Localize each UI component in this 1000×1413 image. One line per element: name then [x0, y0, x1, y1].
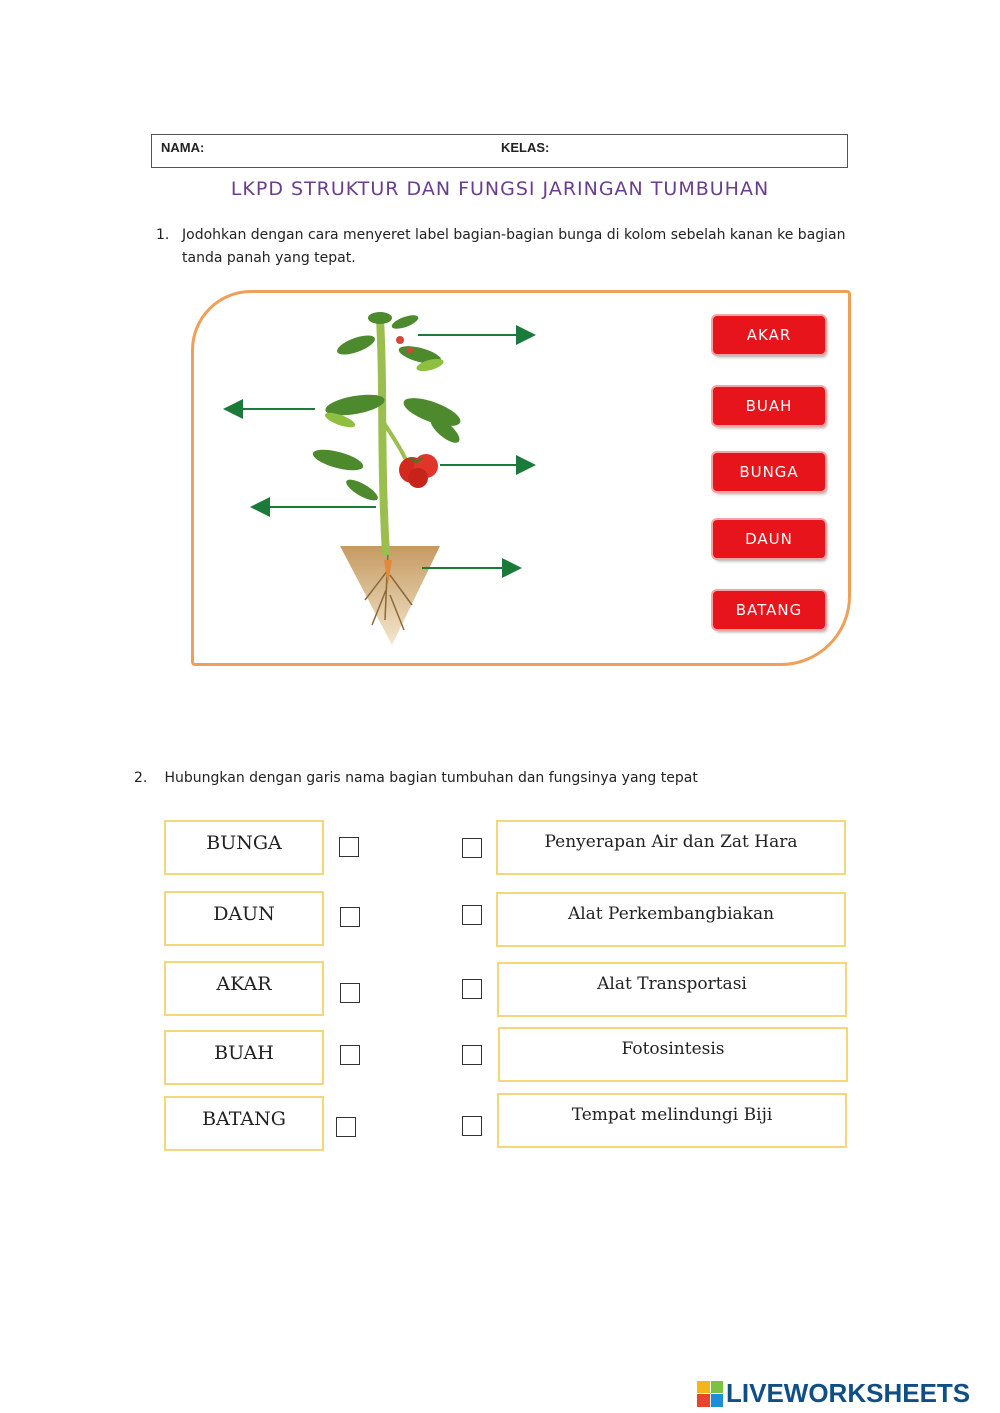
right-item-transportasi: Alat Transportasi — [497, 962, 847, 1017]
right-item-penyerapan: Penyerapan Air dan Zat Hara — [496, 820, 846, 875]
plant-illustration — [0, 0, 1000, 700]
right-connector-2[interactable] — [462, 905, 482, 925]
question-1-text: Jodohkan dengan cara menyeret label bagian-bagian bunga di kolom sebelah kanan ke bagian tanda panah yang tepat. — [182, 227, 846, 266]
right-connector-4[interactable] — [462, 1045, 482, 1065]
drag-label-akar[interactable]: AKAR — [713, 316, 825, 354]
drag-label-buah[interactable]: BUAH — [713, 387, 825, 425]
left-item-daun: DAUN — [164, 891, 324, 946]
question-2-text: Hubungkan dengan garis nama bagian tumbuhan dan fungsinya yang tepat — [164, 770, 698, 786]
right-item-perkembangbiakan: Alat Perkembangbiakan — [496, 892, 846, 947]
drag-label-batang[interactable]: BATANG — [713, 591, 825, 629]
right-connector-1[interactable] — [462, 838, 482, 858]
right-item-melindungi-biji: Tempat melindungi Biji — [497, 1093, 847, 1148]
class-label: KELAS: — [501, 140, 550, 155]
right-item-fotosintesis: Fotosintesis — [498, 1027, 848, 1082]
leaves — [311, 312, 464, 504]
question-1-number: 1. — [156, 227, 170, 243]
page-title: LKPD STRUKTUR DAN FUNGSI JARINGAN TUMBUHAN — [230, 178, 770, 200]
drag-label-bunga[interactable]: BUNGA — [713, 453, 825, 491]
flower — [396, 336, 404, 344]
left-connector-2[interactable] — [340, 907, 360, 927]
left-item-bunga: BUNGA — [164, 820, 324, 875]
question-2 — [134, 767, 854, 790]
logo-mark-icon — [697, 1381, 723, 1407]
left-item-akar: AKAR — [164, 961, 324, 1016]
left-connector-3[interactable] — [340, 983, 360, 1003]
left-connector-4[interactable] — [340, 1045, 360, 1065]
left-connector-1[interactable] — [339, 837, 359, 857]
drag-label-daun[interactable]: DAUN — [713, 520, 825, 558]
liveworksheets-logo — [697, 1378, 970, 1409]
question-2-number: 2. — [134, 770, 148, 786]
right-connector-3[interactable] — [462, 979, 482, 999]
right-connector-5[interactable] — [462, 1116, 482, 1136]
left-connector-5[interactable] — [336, 1117, 356, 1137]
name-label: NAMA: — [161, 140, 205, 155]
logo-text: LIVEWORKSHEETS — [726, 1378, 971, 1408]
left-item-batang: BATANG — [164, 1096, 324, 1151]
stem — [380, 320, 386, 555]
left-item-buah: BUAH — [164, 1030, 324, 1085]
